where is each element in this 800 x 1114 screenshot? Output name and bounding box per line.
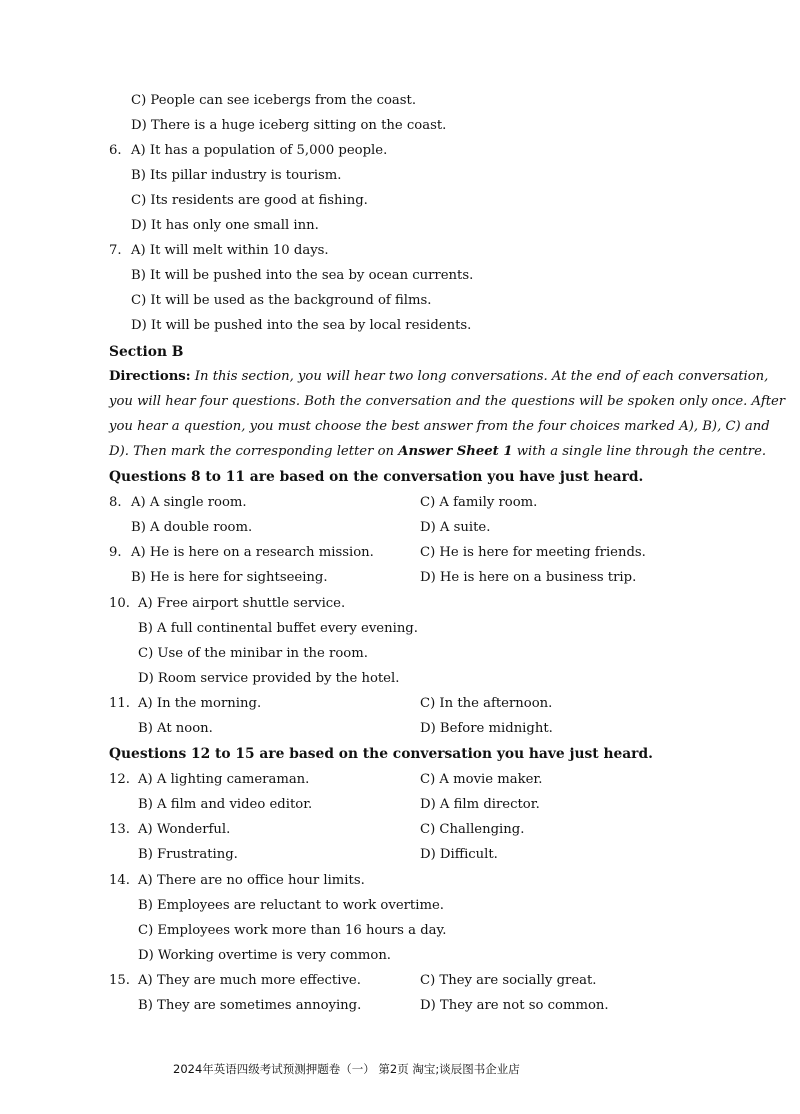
- q13-option-c: C) Challenging.: [420, 822, 525, 837]
- q11-option-d: D) Before midnight.: [420, 721, 553, 736]
- q15-option-c: C) They are socially great.: [420, 973, 597, 988]
- q12-option-a: A) A lighting cameraman.: [138, 772, 310, 787]
- q14-option-c: C) Employees work more than 16 hours a day.: [138, 923, 447, 938]
- q8-option-b: B) A double room.: [131, 520, 253, 535]
- q5-option-d: D) There is a huge iceberg sitting on the coast.: [131, 118, 447, 133]
- directions-text-4b: with a single line through the centre.: [516, 444, 767, 459]
- q10-option-c: C) Use of the minibar in the room.: [138, 646, 368, 661]
- group-1-heading: Questions 8 to 11 are based on the conversation you have just heard.: [109, 469, 644, 485]
- page-footer: 2024年英语四级考试预测押题卷（一） 第2页 淘宝;谈辰图书企业店: [173, 1062, 520, 1076]
- directions-line-2: you will hear four questions. Both the conversation and the questions will be spoken only once. After: [109, 394, 786, 409]
- q14-number: 14.: [109, 873, 130, 888]
- q12-option-d: D) A film director.: [420, 797, 540, 812]
- q13-option-b: B) Frustrating.: [138, 847, 238, 862]
- q6-option-b: B) Its pillar industry is tourism.: [131, 168, 342, 183]
- directions-line-1: [109, 368, 768, 386]
- directions-label: Directions:: [109, 369, 191, 384]
- q5-option-c: C) People can see icebergs from the coast.: [131, 93, 417, 108]
- q10-option-b: B) A full continental buffet every evening.: [138, 621, 418, 636]
- q13-option-d: D) Difficult.: [420, 847, 498, 862]
- q13-option-a: A) Wonderful.: [138, 822, 231, 837]
- q9-option-c: C) He is here for meeting friends.: [420, 545, 646, 560]
- q11-option-a: A) In the morning.: [138, 696, 262, 711]
- q13-number: 13.: [109, 822, 130, 837]
- q11-option-b: B) At noon.: [138, 721, 213, 736]
- q9-number: 9.: [109, 545, 122, 560]
- q15-option-a: A) They are much more effective.: [138, 973, 361, 988]
- q8-option-d: D) A suite.: [420, 520, 491, 535]
- q9-option-a: A) He is here on a research mission.: [131, 545, 374, 560]
- q14-option-a: A) There are no office hour limits.: [138, 873, 365, 888]
- q7-option-a: A) It will melt within 10 days.: [131, 243, 329, 258]
- q7-option-b: B) It will be pushed into the sea by ocean currents.: [131, 268, 474, 283]
- section-b-title: Section B: [109, 344, 184, 360]
- q11-number: 11.: [109, 696, 130, 711]
- q6-option-a: A) It has a population of 5,000 people.: [131, 143, 388, 158]
- q12-option-c: C) A movie maker.: [420, 772, 543, 787]
- directions-line-4: [109, 443, 766, 461]
- q12-option-b: B) A film and video editor.: [138, 797, 313, 812]
- q9-option-d: D) He is here on a business trip.: [420, 570, 637, 585]
- q8-number: 8.: [109, 495, 122, 510]
- q6-number: 6.: [109, 143, 122, 158]
- answer-sheet-label: Answer Sheet 1: [398, 444, 513, 459]
- q15-option-d: D) They are not so common.: [420, 998, 609, 1013]
- directions-line-3: you hear a question, you must choose the best answer from the four choices marked A), B), C) and: [109, 419, 770, 434]
- q14-option-b: B) Employees are reluctant to work overtime.: [138, 898, 444, 913]
- q7-option-c: C) It will be used as the background of films.: [131, 293, 432, 308]
- q10-number: 10.: [109, 596, 130, 611]
- q7-option-d: D) It will be pushed into the sea by local residents.: [131, 318, 472, 333]
- q6-option-c: C) Its residents are good at fishing.: [131, 193, 368, 208]
- q6-option-d: D) It has only one small inn.: [131, 218, 319, 233]
- q7-number: 7.: [109, 243, 122, 258]
- q15-option-b: B) They are sometimes annoying.: [138, 998, 362, 1013]
- q8-option-c: C) A family room.: [420, 495, 538, 510]
- q14-option-d: D) Working overtime is very common.: [138, 948, 392, 963]
- q12-number: 12.: [109, 772, 130, 787]
- group-2-heading: Questions 12 to 15 are based on the conversation you have just heard.: [109, 746, 653, 762]
- directions-text-4a: D). Then mark the corresponding letter on: [109, 444, 395, 459]
- directions-text-1: In this section, you will hear two long conversations. At the end of each conversation,: [194, 369, 769, 384]
- q8-option-a: A) A single room.: [131, 495, 247, 510]
- q11-option-c: C) In the afternoon.: [420, 696, 553, 711]
- q10-option-a: A) Free airport shuttle service.: [138, 596, 346, 611]
- q9-option-b: B) He is here for sightseeing.: [131, 570, 328, 585]
- q10-option-d: D) Room service provided by the hotel.: [138, 671, 400, 686]
- q15-number: 15.: [109, 973, 130, 988]
